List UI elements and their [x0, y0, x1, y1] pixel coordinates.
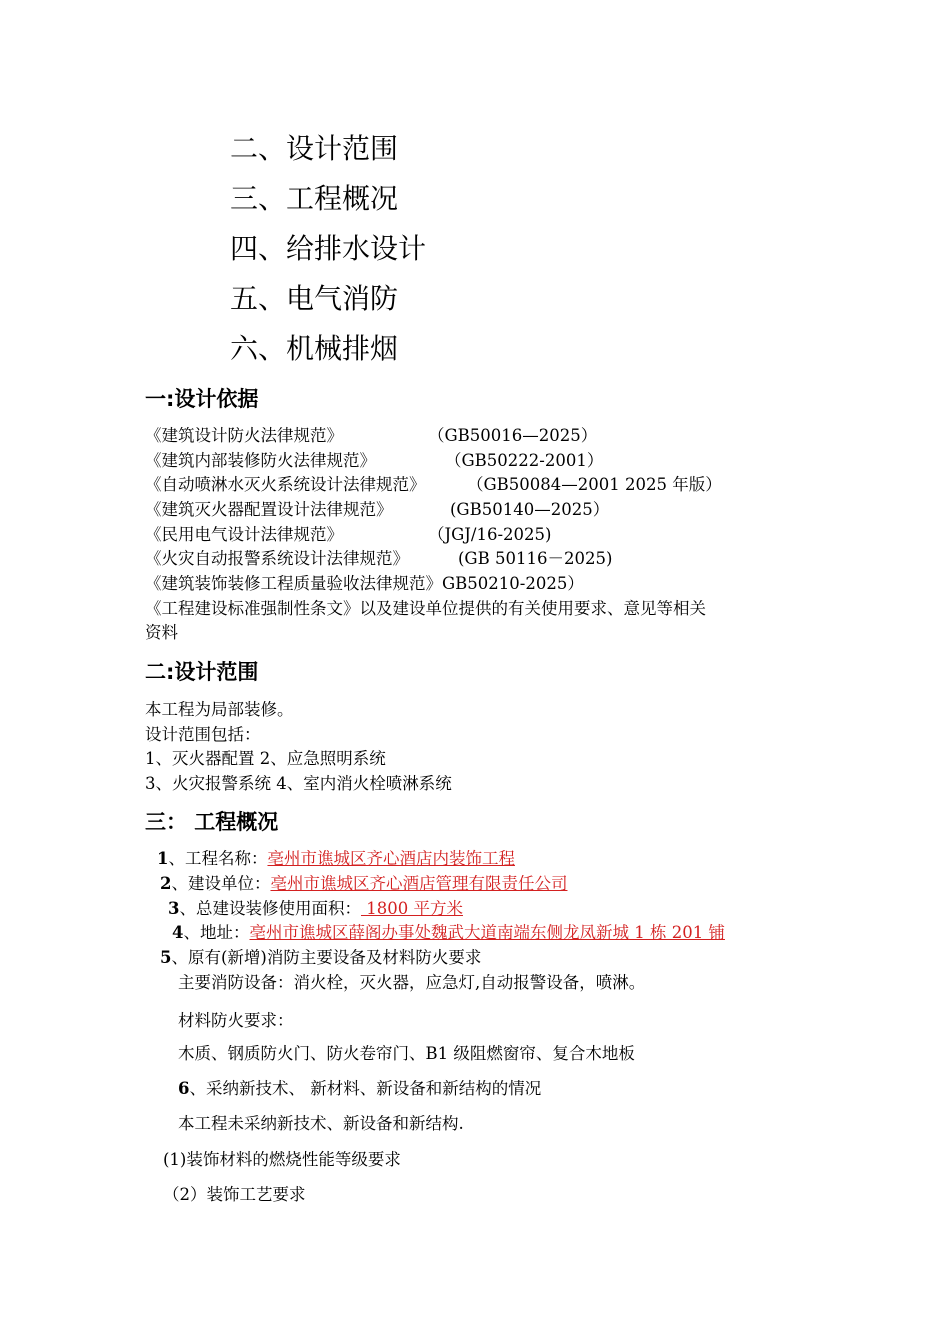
- project-item: 2、建设单位：亳州市谯城区齐心酒店管理有限责任公司: [160, 874, 568, 893]
- new-tech-line: 本工程未采纳新技术、新设备和新结构.: [178, 1114, 464, 1133]
- section-heading-project-overview: 三： 工程概况: [145, 810, 279, 834]
- section-heading-design-scope: 二:设计范围: [145, 660, 259, 684]
- scope-line: 3、火灾报警系统 4、室内消火栓喷淋系统: [145, 774, 452, 793]
- scope-line: 设计范围包括：: [145, 725, 261, 744]
- area-value: 1800 平方米: [360, 899, 463, 918]
- material-list: 木质、钢质防火门、防火卷帘门、B1 级阻燃窗帘、复合木地板: [178, 1044, 635, 1063]
- toc-item: 六、机械排烟: [230, 332, 399, 365]
- equipment-line: 主要消防设备：消火栓，灭火器，应急灯,自动报警设备，喷淋。: [178, 973, 646, 992]
- reference-line: 《建筑灭火器配置设计法律规范》 (GB50140—2025）: [145, 500, 610, 519]
- reference-line: 《火灾自动报警系统设计法律规范》 (GB 50116－2025): [145, 549, 613, 568]
- scope-line: 1、灭火器配置 2、应急照明系统: [145, 749, 386, 768]
- client-value: 亳州市谯城区齐心酒店管理有限责任公司: [270, 874, 568, 893]
- section-heading-design-basis: 一:设计依据: [145, 387, 259, 411]
- reference-line: 《民用电气设计法律规范》 （JGJ/16-2025): [145, 525, 552, 544]
- reference-line: 资料: [145, 623, 178, 642]
- toc-item: 二、设计范围: [230, 132, 399, 165]
- project-item: 6、采纳新技术、 新材料、新设备和新结构的情况: [178, 1079, 542, 1098]
- reference-line: 《建筑内部装修防火法律规范》 （GB50222-2001）: [145, 451, 604, 470]
- material-title: 材料防火要求：: [178, 1011, 294, 1030]
- toc-item: 五、电气消防: [230, 282, 399, 315]
- project-item: 1、工程名称：亳州市谯城区齐心酒店内装饰工程: [157, 849, 515, 868]
- subsection-line: （2）装饰工艺要求: [163, 1185, 306, 1204]
- project-item: 5、原有(新增)消防主要设备及材料防火要求: [160, 948, 482, 967]
- reference-line: 《建筑装饰装修工程质量验收法律规范》GB50210-2025）: [145, 574, 584, 593]
- toc-item: 四、给排水设计: [230, 232, 427, 265]
- toc-item: 三、工程概况: [230, 182, 399, 215]
- scope-line: 本工程为局部装修。: [145, 700, 294, 719]
- project-name-value: 亳州市谯城区齐心酒店内装饰工程: [267, 849, 515, 868]
- reference-line: 《自动喷淋水灭火系统设计法律规范》 （GB50084—2001 2025 年版）: [145, 475, 722, 494]
- project-item: 4、地址：亳州市谯城区薛阁办事处魏武大道南端东侧龙凤新城 1 栋 201 铺: [172, 923, 725, 942]
- reference-line: 《工程建设标准强制性条文》以及建设单位提供的有关使用要求、意见等相关: [145, 599, 706, 618]
- project-item: 3、总建设装修使用面积： 1800 平方米: [168, 899, 463, 918]
- reference-line: 《建筑设计防火法律规范》 （GB50016—2025）: [145, 426, 598, 445]
- subsection-line: (1)装饰材料的燃烧性能等级要求: [163, 1150, 401, 1169]
- address-value: 亳州市谯城区薛阁办事处魏武大道南端东侧龙凤新城 1 栋 201 铺: [249, 923, 725, 942]
